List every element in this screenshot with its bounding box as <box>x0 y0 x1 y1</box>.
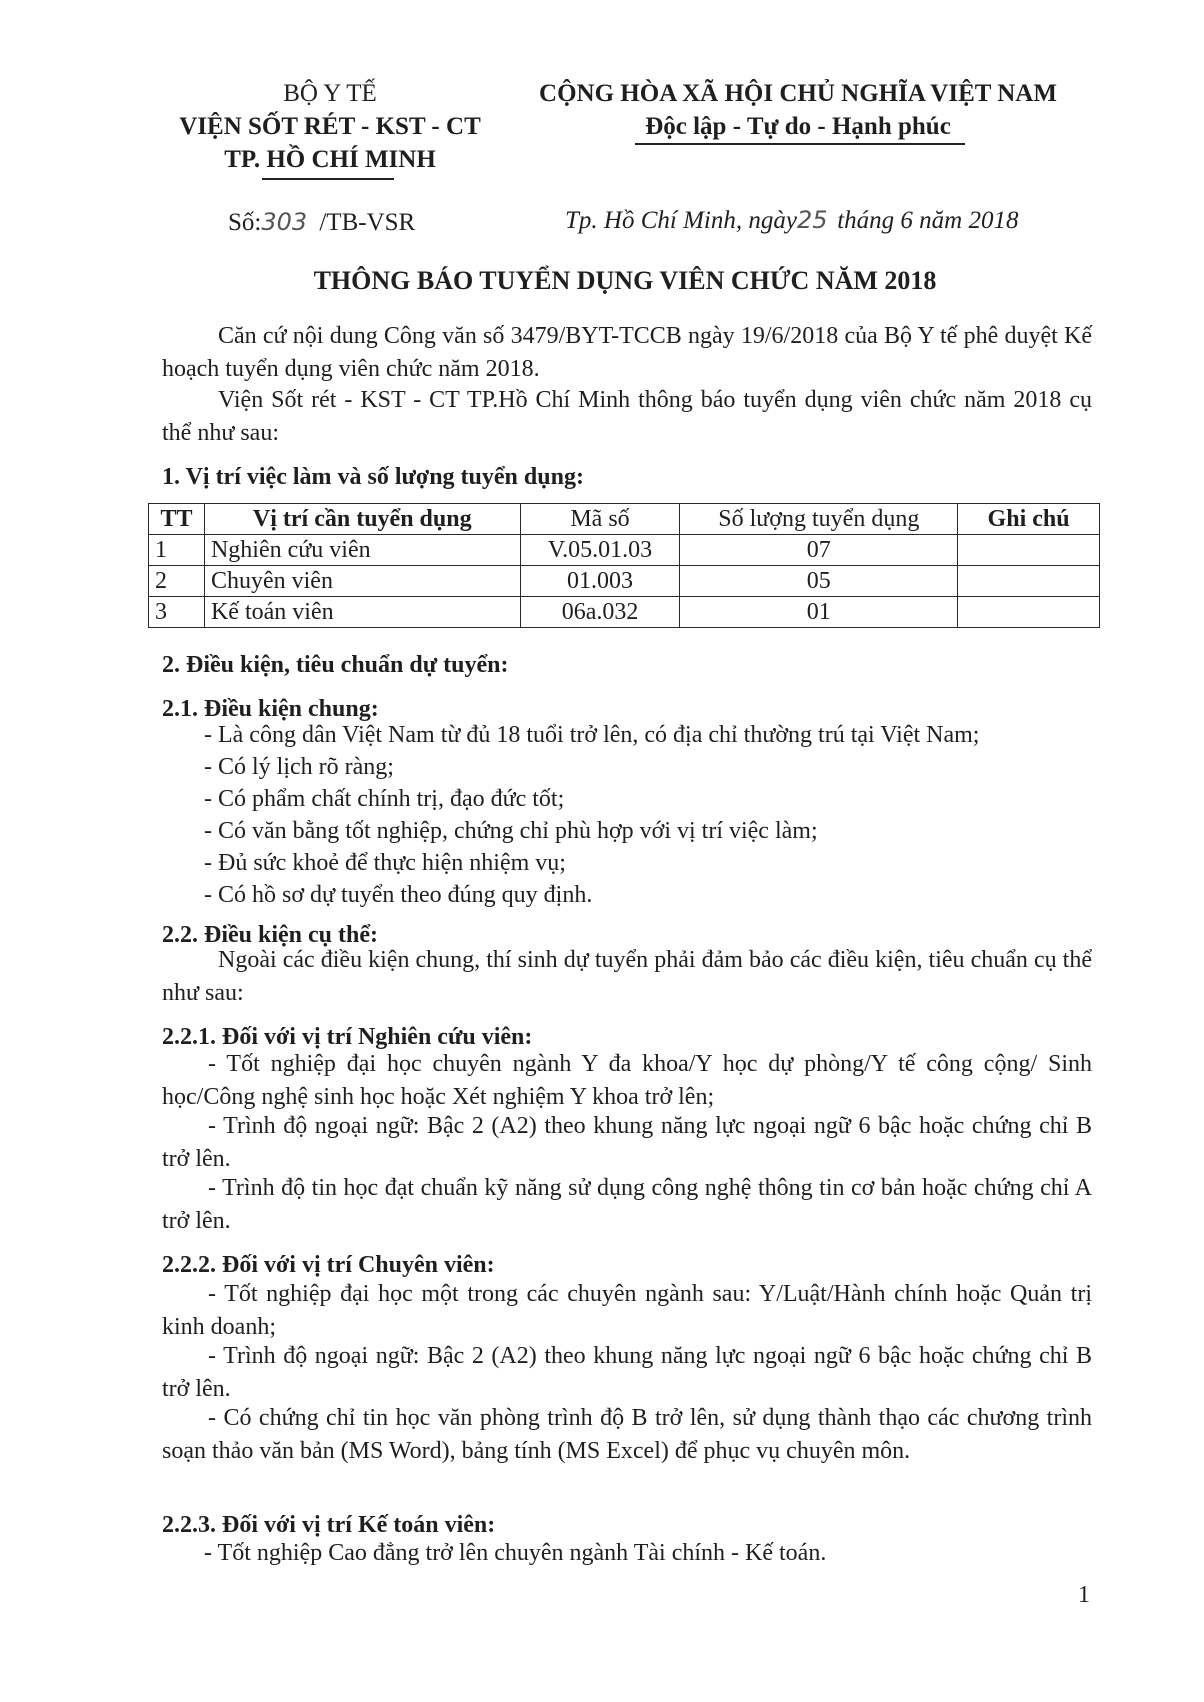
table-cell <box>958 597 1100 628</box>
doc-number <box>228 208 415 237</box>
table-cell <box>958 566 1100 597</box>
header-right-country: CỘNG HÒA XÃ HỘI CHỦ NGHĨA VIỆT NAM <box>539 80 1057 107</box>
table-row <box>149 535 1100 566</box>
section-2-2-2-heading: 2.2.2. Đối với vị trí Chuyên viên: <box>162 1252 495 1278</box>
section-2-heading: 2. Điều kiện, tiêu chuẩn dự tuyển: <box>162 652 509 678</box>
list-item: - Trình độ ngoại ngữ: Bậc 2 (A2) theo khung năng lực ngoại ngữ 6 bậc hoặc chứng chỉ B trở lên. <box>162 1113 1092 1172</box>
section-2-2-3-heading: 2.2.3. Đối với vị trí Kế toán viên: <box>162 1512 496 1538</box>
table-row <box>149 597 1100 628</box>
section-2-1-heading: 2.1. Điều kiện chung: <box>162 696 379 722</box>
table-cell: 06a.032 <box>520 597 680 628</box>
doc-number-prefix: Số: <box>228 209 262 236</box>
table-cell: V.05.01.03 <box>520 535 680 566</box>
table-header-cell: Ghi chú <box>958 504 1100 535</box>
list-item: - Có hồ sơ dự tuyển theo đúng quy định. <box>204 882 593 908</box>
list-item: - Có phẩm chất chính trị, đạo đức tốt; <box>204 786 565 812</box>
section-1-heading: 1. Vị trí việc làm và số lượng tuyển dụng: <box>162 464 584 490</box>
list-item: - Tốt nghiệp đại học một trong các chuyên ngành sau: Y/Luật/Hành chính hoặc Quản trị kinh doanh; <box>162 1281 1092 1340</box>
header-left-city: TP. HỒ CHÍ MINH <box>224 146 436 173</box>
section-2-2-intro: Ngoài các điều kiện chung, thí sinh dự tuyển phải đảm bảo các điều kiện, tiêu chuẩn cụ thể như sau: <box>162 947 1092 1006</box>
list-item: - Tốt nghiệp Cao đẳng trở lên chuyên ngành Tài chính - Kế toán. <box>204 1540 827 1566</box>
list-item: - Tốt nghiệp đại học chuyên ngành Y đa khoa/Y học dự phòng/Y tế công cộng/ Sinh học/Công nghệ sinh học hoặc Xét nghiệm Y khoa trở lên; <box>162 1051 1092 1110</box>
header-left-underline <box>262 178 394 180</box>
table-header-cell: Vị trí cần tuyển dụng <box>204 504 520 535</box>
doc-number-suffix: /TB-VSR <box>319 209 416 236</box>
intro-paragraph-2: Viện Sốt rét - KST - CT TP.Hồ Chí Minh thông báo tuyển dụng viên chức năm 2018 cụ thể như sau: <box>162 387 1092 446</box>
doc-number-handwritten: 303 <box>261 208 308 236</box>
header-left-ministry: BỘ Y TẾ <box>283 80 377 107</box>
list-item: - Có văn bằng tốt nghiệp, chứng chỉ phù hợp với vị trí việc làm; <box>204 818 818 844</box>
table-row <box>149 566 1100 597</box>
table-header-cell: Số lượng tuyển dụng <box>680 504 958 535</box>
list-item: - Trình độ ngoại ngữ: Bậc 2 (A2) theo khung năng lực ngoại ngữ 6 bậc hoặc chứng chỉ B trở lên. <box>162 1343 1092 1402</box>
table-cell: Kế toán viên <box>204 597 520 628</box>
page-title: THÔNG BÁO TUYỂN DỤNG VIÊN CHỨC NĂM 2018 <box>313 266 937 295</box>
table-cell: 01 <box>680 597 958 628</box>
list-item: - Là công dân Việt Nam từ đủ 18 tuổi trở lên, có địa chỉ thường trú tại Việt Nam; <box>204 722 980 748</box>
table-header-row <box>149 504 1100 535</box>
list-item: - Có chứng chỉ tin học văn phòng trình độ B trở lên, sử dụng thành thạo các chương trình soạn thảo văn bản (MS Word), bảng tính (MS Excel) để phục vụ chuyên môn. <box>162 1405 1092 1464</box>
date-line-part2: tháng 6 năm 2018 <box>837 207 1019 234</box>
table-cell: 1 <box>149 535 205 566</box>
list-item: - Đủ sức khoẻ để thực hiện nhiệm vụ; <box>204 850 566 876</box>
table-cell: Nghiên cứu viên <box>204 535 520 566</box>
table-header-cell: TT <box>149 504 205 535</box>
table-cell: 05 <box>680 566 958 597</box>
list-item: - Có lý lịch rõ ràng; <box>204 754 394 780</box>
date-line <box>565 206 1018 235</box>
header-left-institute: VIỆN SỐT RÉT - KST - CT <box>179 113 481 140</box>
table-cell <box>958 535 1100 566</box>
table-cell: 2 <box>149 566 205 597</box>
date-day-handwritten: 25 <box>796 206 828 234</box>
intro-paragraph-1: Căn cứ nội dung Công văn số 3479/BYT-TCCB ngày 19/6/2018 của Bộ Y tế phê duyệt Kế hoạch tuyển dụng viên chức năm 2018. <box>162 323 1092 382</box>
positions-table <box>148 503 1100 628</box>
section-2-2-1-heading: 2.2.1. Đối với vị trí Nghiên cứu viên: <box>162 1024 533 1050</box>
table-cell: 01.003 <box>520 566 680 597</box>
date-line-part1: Tp. Hồ Chí Minh, ngày <box>565 207 797 234</box>
table-cell: Chuyên viên <box>204 566 520 597</box>
list-item: - Trình độ tin học đạt chuẩn kỹ năng sử dụng công nghệ thông tin cơ bản hoặc chứng chỉ A trở lên. <box>162 1175 1092 1234</box>
section-2-2-heading: 2.2. Điều kiện cụ thể: <box>162 922 378 948</box>
table-header-cell: Mã số <box>520 504 680 535</box>
header-right-motto: Độc lập - Tự do - Hạnh phúc <box>645 113 951 140</box>
table-cell: 3 <box>149 597 205 628</box>
table-cell: 07 <box>680 535 958 566</box>
header-right-underline <box>635 143 965 145</box>
page-number: 1 <box>1078 1582 1090 1608</box>
